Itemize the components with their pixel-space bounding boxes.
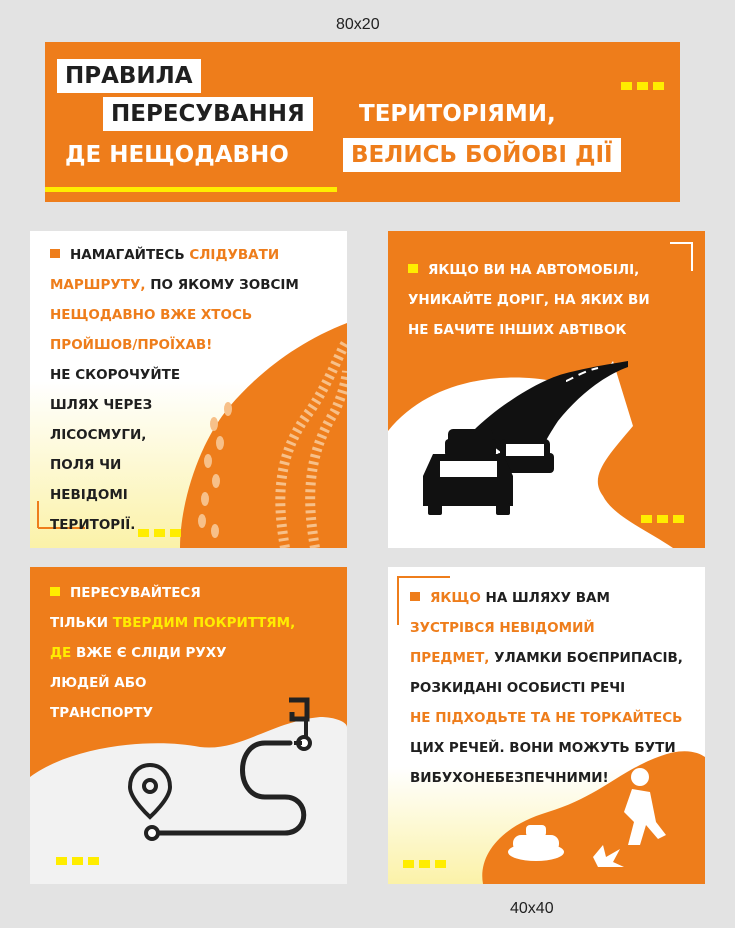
panel2-dots bbox=[641, 515, 684, 523]
bullet-square bbox=[50, 249, 60, 258]
panel1-text: НАМАГАЙТЕСЬ СЛІДУВАТИ МАРШРУТУ, ПО ЯКОМУ ЗОВСІМ НЕЩОДАВНО ВЖЕ ХТОСЬ ПРОЙШОВ/ПРОЇХАВ! НЕ СКОРОЧУЙТЕ ШЛЯХ ЧЕРЕЗ ЛІСОСМУГИ, ПОЛЯ ЧИ НЕВІДОМІ ТЕРИТОРІЇ. bbox=[50, 247, 299, 533]
panel4-dots bbox=[403, 860, 446, 868]
banner-line-1: ПРАВИЛА bbox=[57, 59, 201, 93]
bullet-square bbox=[410, 592, 420, 601]
panel-hard-surface bbox=[30, 567, 347, 884]
banner-size-label: 80x20 bbox=[336, 16, 380, 33]
panel2-text: ЯКЩО ВИ НА АВТОМОБІЛІ, УНИКАЙТЕ ДОРІГ, НА ЯКИХ ВИ НЕ БАЧИТЕ ІНШИХ АВТІВОК bbox=[408, 262, 650, 338]
panel-follow-route bbox=[30, 231, 347, 548]
title-banner bbox=[45, 42, 680, 202]
panel-size-label: 40x40 bbox=[510, 900, 554, 917]
bullet-square bbox=[50, 587, 60, 596]
banner-line-2-a: ПЕРЕСУВАННЯ bbox=[103, 97, 313, 131]
banner-line-2-b: ТЕРИТОРІЯМИ, bbox=[359, 101, 556, 127]
panel3-dots bbox=[56, 857, 99, 865]
panel4-text: ЯКЩО НА ШЛЯХУ ВАМ ЗУСТРІВСЯ НЕВІДОМИЙ ПРЕДМЕТ, УЛАМКИ БОЄПРИПАСІВ, РОЗКИДАНІ ОСОБИСТІ РЕЧІ НЕ ПІДХОДЬТЕ ТА НЕ ТОРКАЙТЕСЬ ЦИХ РЕЧЕЙ. ВОНИ МОЖУТЬ БУТИ ВИБУХОНЕБЕЗПЕЧНИМИ! bbox=[410, 590, 683, 786]
banner-dots bbox=[621, 82, 664, 90]
panel-unknown-object bbox=[388, 567, 705, 884]
panel3-text: ПЕРЕСУВАЙТЕСЯ ТІЛЬКИ ТВЕРДИМ ПОКРИТТЯМ, ДЕ ВЖЕ Є СЛІДИ РУХУ ЛЮДЕЙ АБО ТРАНСПОРТУ bbox=[50, 585, 296, 721]
banner-line-3-b: ВЕЛИСЬ БОЙОВІ ДІЇ bbox=[343, 138, 621, 172]
banner-yellow-bar bbox=[45, 187, 337, 192]
panel-avoid-empty-roads bbox=[388, 231, 705, 548]
banner-line-3-a: ДЕ НЕЩОДАВНО bbox=[65, 142, 289, 168]
bullet-square bbox=[408, 264, 418, 273]
